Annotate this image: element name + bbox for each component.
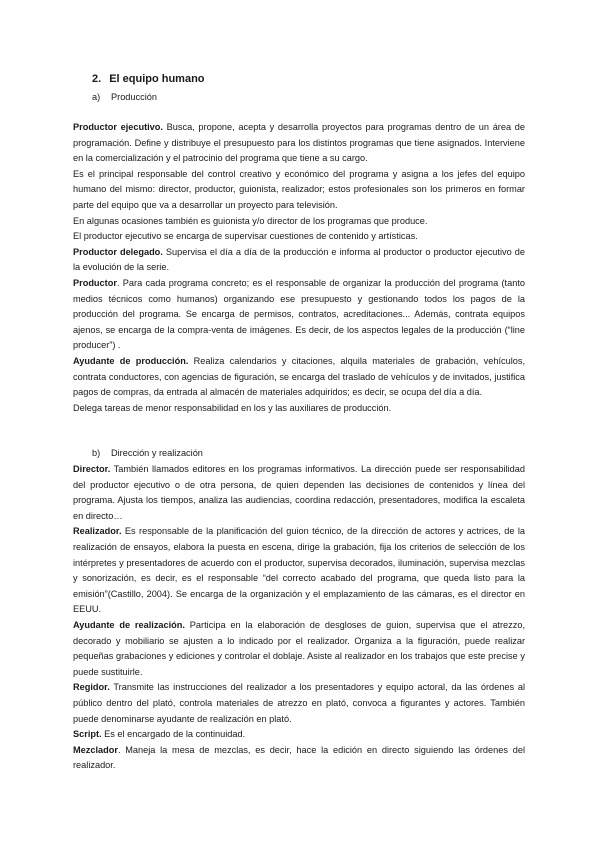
paragraph [73, 680, 525, 727]
paragraph [73, 743, 525, 774]
section-number: 2. [92, 73, 102, 85]
paragraph-text: Es el principal responsable del control creativo y económico del programa y asigna a los jefes del equipo humano del mismo: director, productor, guionista, realizador; estos profesionales son los primeros en formar parte del equipo que va a desarrollar un proyecto para televisión. [73, 168, 525, 210]
paragraph [73, 120, 525, 167]
paragraph [73, 214, 525, 230]
paragraph-text: También llamados editores en los programas informativos. La dirección puede ser responsabilidad del productor ejecutivo o de otra persona, de quien dependen las decisiones de contenidos y línea del programa. Ajusta los tiempos, analiza las audiencias, coordina redacción, presentadores, modifica la escaleta en directo… [73, 464, 525, 521]
paragraph [73, 618, 525, 680]
term: Regidor. [73, 682, 110, 693]
term: Productor ejecutivo. [73, 122, 163, 132]
term: Ayudante de producción. [73, 355, 189, 366]
paragraph-text: . Maneja la mesa de mezclas, es decir, hace la edición en directo siguiendo las órdenes del realizador. [73, 744, 525, 771]
subsection-title: Producción [111, 92, 157, 102]
paragraph-text: Participa en la elaboración de desgloses de guion, supervisa que el atrezzo, decorado y mobiliario se ajusten a lo indicado por el realizador. Organiza a la figuración, puede realizar pequeñas grabaciones y ediciones y controlar el doblaje. Asiste al realizador en los trabajos que este precise y puede sustituirle. [73, 619, 525, 677]
term: Script. [73, 729, 102, 740]
paragraph [73, 524, 525, 618]
subsection-letter: a) [92, 92, 101, 102]
subsection-letter: b) [92, 448, 101, 458]
term: Mezclador [73, 744, 118, 755]
paragraph-text: Transmite las instrucciones del realizador a los presentadores y equipo actoral, da las órdenes al público dentro del plató, controla materiales de atrezzo en plató, convoca a figurantes y actores. También puede denominarse ayudante de realización en plató. [73, 682, 525, 724]
direction-body [73, 462, 525, 774]
subsection-heading-production [92, 92, 157, 102]
term: Realizador. [73, 526, 122, 537]
term: Productor delegado. [73, 246, 163, 257]
paragraph [73, 354, 525, 401]
production-body [73, 120, 525, 416]
section-title: El equipo humano [109, 73, 205, 85]
paragraph-text: Busca, propone, acepta y desarrolla proyectos para programas dentro de un área de programación. Define y distribuye el presupuesto para los distintos programas que tiene asignados. Interviene en la comercialización y el patrocinio del programa que tiene a su cargo. [73, 122, 525, 164]
subsection-heading-direction [92, 448, 203, 458]
term: Ayudante de realización. [73, 619, 185, 630]
subsection-title: Dirección y realización [111, 448, 203, 458]
section-heading [92, 73, 205, 85]
paragraph-text: Realiza calendarios y citaciones, alquila materiales de grabación, vehículos, contrata conductores, con agencias de figuración, se encarga del traslado de vehículos y de invitados, justifica pagos de compras, da entrada al almacén de materiales adquiridos; es decir, se ocupa del día a día. [73, 355, 525, 398]
paragraph-text: El productor ejecutivo se encarga de supervisar cuestiones de contenido y artísticas. [73, 231, 418, 242]
paragraph-text: . Para cada programa concreto; es el responsable de organizar la producción del programa (tanto medios técnicos como humanos) organizando ese presupuesto y gestionando todos los pagos de la producción del programa. Se encarga de permisos, contratos, acreditaciones... Además, contrata equipos ajenos, se encarga de la compra-venta de imágenes. Es decir, de los aspectos legales de la producción (“line producer”) . [73, 277, 525, 351]
paragraph [73, 276, 525, 354]
paragraph [73, 401, 525, 417]
paragraph [73, 462, 525, 524]
paragraph-text: Es el encargado de la continuidad. [101, 729, 246, 740]
paragraph [73, 229, 525, 245]
term: Director. [73, 464, 111, 474]
term: Productor [73, 277, 117, 288]
paragraph-text: En algunas ocasiones también es guionista y/o director de los programas que produce. [73, 215, 428, 226]
paragraph-text: Es responsable de la planificación del guion técnico, de la dirección de actores y actrices, de la realización de ensayos, elabora la puesta en escena, dirige la grabación, fija los criterios de selección de los intérpretes y presentadores de acuerdo con el productor, supervisa decorados, iluminación, supervisa mezclas y sonorización, es decir, es el responsable “del correcto acabado del programa, que queda listo para la emisión”(Castillo, 2004). Se encarga de la organización y el emplazamiento de las cámaras, es el director en EEUU. [73, 526, 525, 615]
paragraph [73, 167, 525, 214]
paragraph [73, 245, 525, 276]
paragraph-text: Supervisa el día a día de la producción e informa al productor o productor ejecutivo de la evolución de la serie. [73, 246, 525, 273]
paragraph-text: Delega tareas de menor responsabilidad en los y las auxiliares de producción. [73, 402, 392, 413]
paragraph [73, 727, 525, 743]
